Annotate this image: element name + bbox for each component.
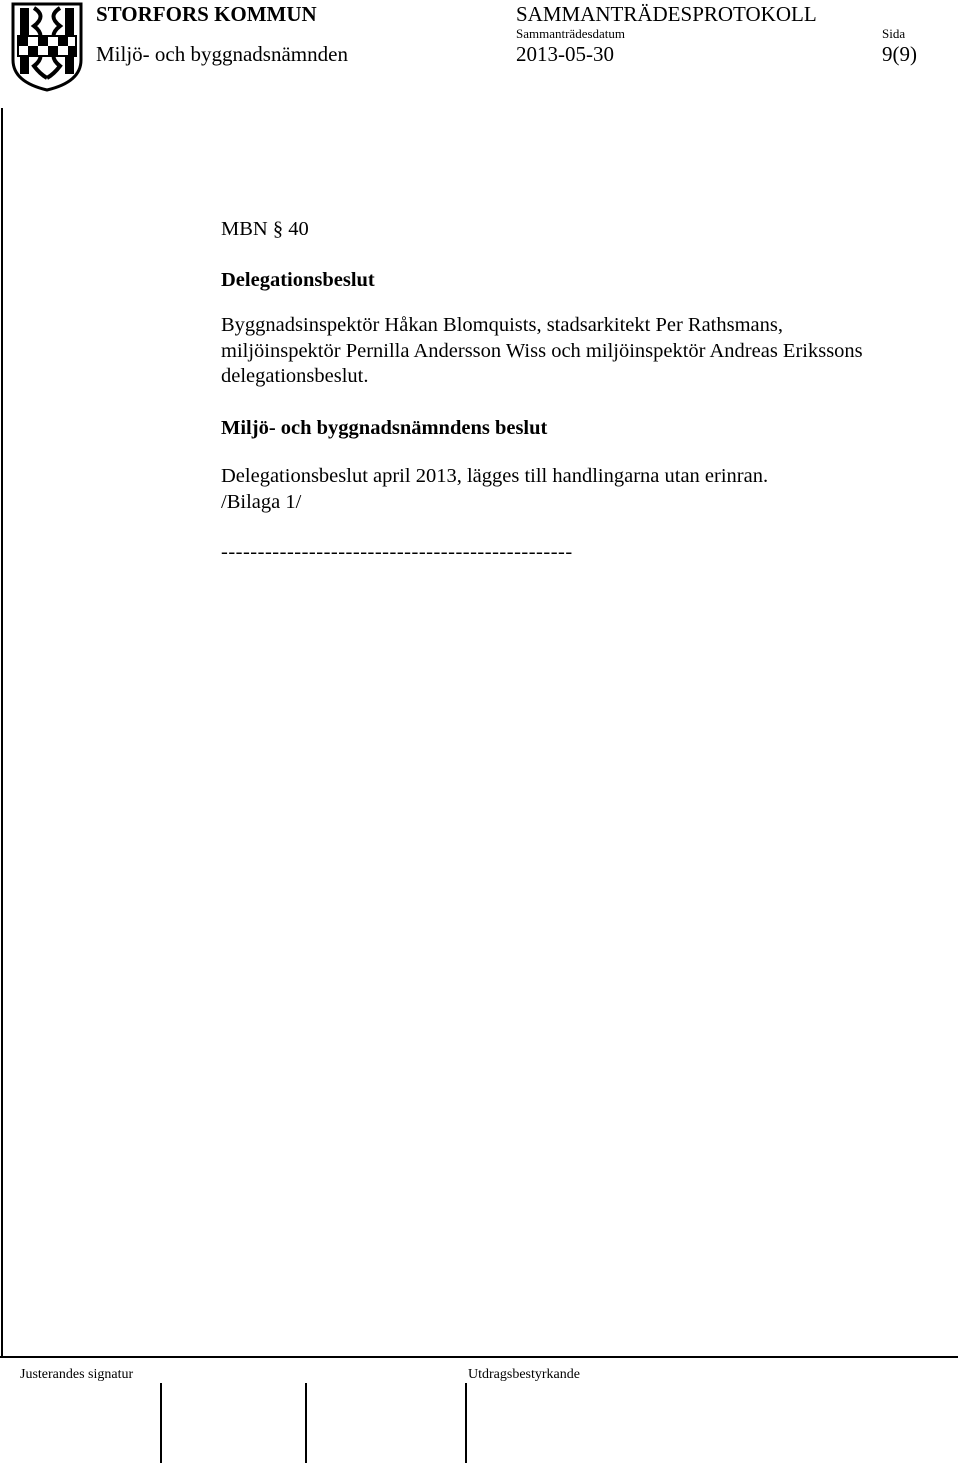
page-label: Sida bbox=[882, 26, 906, 41]
meeting-date-label: Sammanträdesdatum bbox=[516, 26, 626, 41]
decision-line: /Bilaga 1/ bbox=[221, 490, 302, 513]
decision-line: Delegationsbeslut april 2013, lägges till handlingarna utan erinran. bbox=[221, 465, 769, 487]
left-margin-rule bbox=[1, 108, 3, 1358]
extract-certification-label: Utdragsbestyrkande bbox=[468, 1367, 580, 1382]
separator-line: ------------------------------------------------ bbox=[221, 541, 573, 563]
body-line: delegationsbeslut. bbox=[221, 365, 369, 387]
page-number: 9(9) bbox=[882, 42, 917, 66]
body-line: miljöinspektör Pernilla Andersson Wiss och miljöinspektör Andreas Erikssons bbox=[221, 339, 863, 362]
decision-paragraph bbox=[221, 464, 941, 515]
organization-name: STORFORS KOMMUN bbox=[96, 2, 317, 26]
committee-name: Miljö- och byggnadsnämnden bbox=[96, 42, 348, 66]
document-body bbox=[221, 217, 941, 566]
decision-heading: Miljö- och byggnadsnämndens beslut bbox=[221, 416, 548, 439]
footer-rule bbox=[0, 1356, 958, 1358]
signature-label: Justerandes signatur bbox=[20, 1367, 134, 1382]
meeting-date: 2013-05-30 bbox=[516, 42, 614, 66]
signature-box-divider bbox=[160, 1383, 162, 1463]
section-heading: Delegationsbeslut bbox=[221, 268, 375, 291]
body-line: Byggnadsinspektör Håkan Blomquists, stadsarkitekt Per Rathsmans, bbox=[221, 314, 783, 336]
body-paragraph bbox=[221, 313, 941, 390]
coat-of-arms-icon bbox=[10, 2, 84, 92]
signature-box-divider bbox=[305, 1383, 307, 1463]
paragraph-number: MBN § 40 bbox=[221, 218, 309, 240]
signature-box-divider bbox=[465, 1383, 467, 1463]
document-type: SAMMANTRÄDESPROTOKOLL bbox=[516, 2, 817, 26]
